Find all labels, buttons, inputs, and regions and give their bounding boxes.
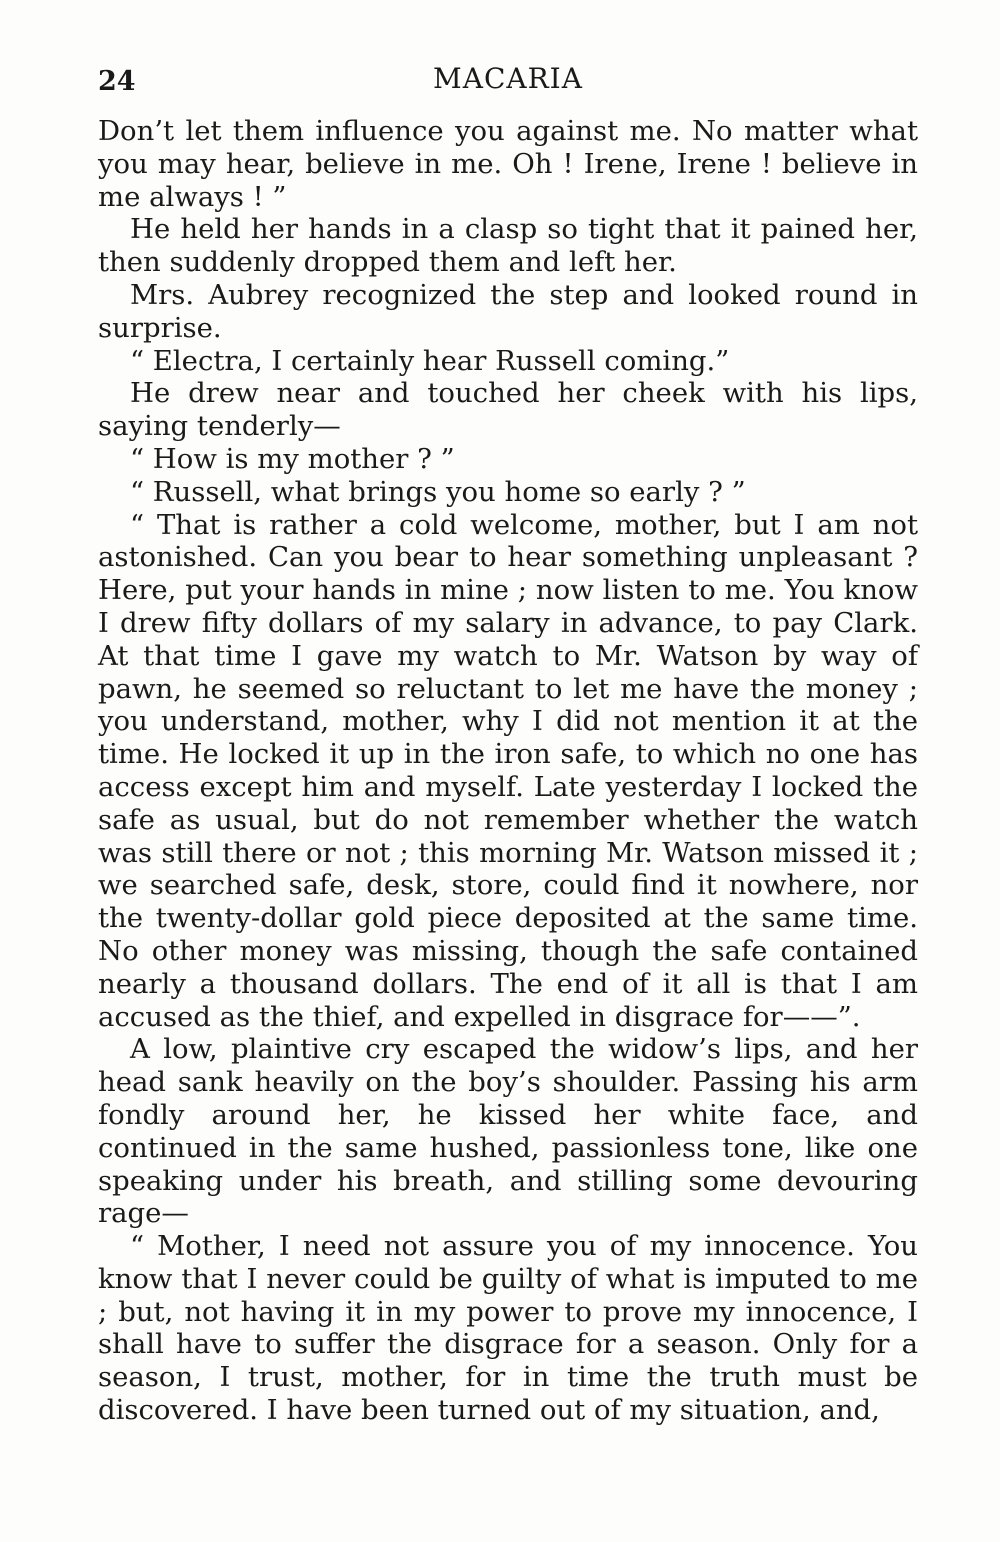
paragraph: “ How is my mother ? ” xyxy=(130,442,455,475)
paragraph: “ Mother, I need not assure you of my innocence. You know that I never could be guilty of what is imputed to me ; but, not having it in my power to prove my innocence, I shall have to suffer the disgrace for a season. Only for a season, I trust, mother, for in time the truth must be discovered. I have been turned out of my situation, and, xyxy=(98,1230,918,1427)
paragraph: “ Russell, what brings you home so early ? ” xyxy=(130,475,746,508)
page-header xyxy=(98,62,918,102)
paragraph: Mrs. Aubrey recognized the step and looked round in surprise. xyxy=(98,278,918,344)
running-title: MACARIA xyxy=(433,62,583,95)
paragraph: A low, plaintive cry escaped the widow’s lips, and her head sank heavily on the boy’s shoulder. Passing his arm fondly around her, he kissed her white face, and continued in the same hushed, passionless tone, like one speaking under his breath, and stilling some devouring rage— xyxy=(98,1033,918,1230)
paragraph: “ That is rather a cold welcome, mother, but I am not astonished. Can you bear to hear something unpleasant ? Here, put your hands in mine ; now listen to me. You know I drew fifty dollars of my salary in advance, to pay Clark. At that time I gave my watch to Mr. Watson by way of pawn, he seemed so reluctant to let me have the money ; you understand, mother, why I did not mention it at the time. He locked it up in the iron safe, to which no one has access except him and myself. Late yesterday I locked the safe as usual, but do not remember whether the watch was still there or not ; this morning Mr. Watson missed it ; we searched safe, desk, store, could find it nowhere, nor the twenty-dollar gold piece deposited at the same time. No other money was missing, though the safe contained nearly a thousand dollars. The end of it all is that I am accused as the thief, and expelled in disgrace for——”. xyxy=(98,508,918,1033)
paragraph: He drew near and touched her cheek with his lips, saying tenderly— xyxy=(98,377,918,443)
page-body xyxy=(98,115,918,1427)
paragraph: He held her hands in a clasp so tight that it pained her, then suddenly dropped them and left her. xyxy=(98,213,918,279)
paragraph: “ Electra, I certainly hear Russell coming.” xyxy=(130,344,730,377)
paragraph: Don’t let them influence you against me. No matter what you may hear, believe in me. Oh ! Irene, Irene ! believe in me always ! ” xyxy=(98,115,918,213)
page-number: 24 xyxy=(98,66,136,97)
